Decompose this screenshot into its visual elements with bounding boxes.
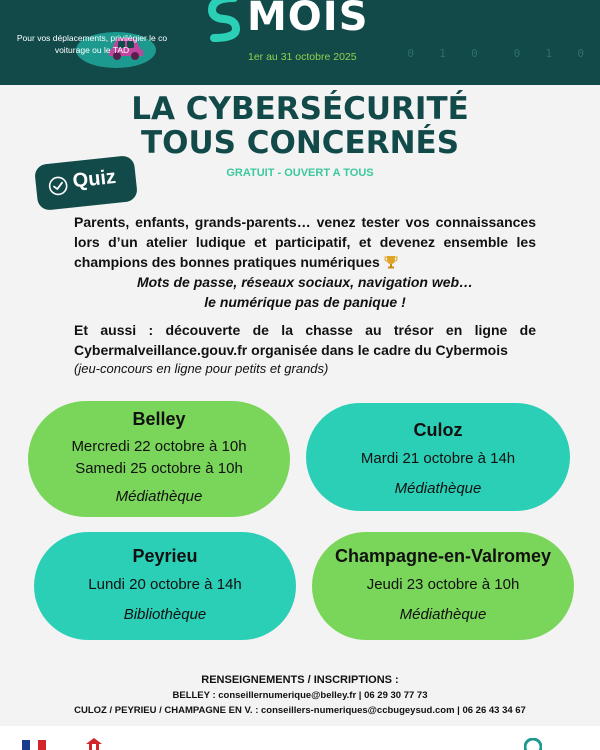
- contact-line-bugey-sud: CULOZ / PEYRIEU / CHAMPAGNE EN V. : conseillers-numeriques@ccbugeysud.com | 06 26 43 34 67: [74, 705, 526, 716]
- logo-s-icon: [204, 0, 244, 44]
- session-city: Champagne-en-Valromey: [334, 546, 552, 566]
- topics-tagline: [74, 272, 536, 312]
- session-city: Belley: [132, 409, 186, 429]
- session-venue: Médiathèque: [115, 488, 203, 505]
- session-card-peyrieu: [34, 532, 296, 640]
- quiz-label: Quiz: [71, 165, 118, 193]
- treasure-hunt-note: (jeu-concours en ligne pour petits et grands): [74, 361, 329, 376]
- session-card-champagne: [312, 532, 574, 640]
- partner-logos-strip: [0, 726, 600, 750]
- title-line: TOUS CONCERNÉS: [140, 125, 460, 161]
- session-city: Culoz: [413, 420, 463, 440]
- emblem-icon: [86, 738, 102, 750]
- trophy-icon: [384, 255, 398, 269]
- quiz-badge: [34, 155, 138, 211]
- session-date: Mardi 21 octobre à 14h: [360, 450, 516, 467]
- partner-logo-icon: [524, 738, 542, 750]
- session-date: Lundi 20 octobre à 14h: [88, 576, 242, 593]
- session-date: Mercredi 22 octobre à 10h: [71, 438, 247, 455]
- session-card-culoz: [306, 403, 570, 511]
- tagline-line: le numérique pas de panique !: [204, 294, 406, 310]
- page-title: [0, 92, 600, 160]
- session-city: Peyrieu: [132, 546, 198, 566]
- binary-decoration: [398, 6, 588, 85]
- title-line: LA CYBERSÉCURITÉ: [131, 91, 469, 127]
- transport-note: Pour vos déplacements, privilégier le co voiturage ou le TAD: [16, 33, 168, 55]
- binary-line: 0 1 0 0 1 0: [407, 47, 588, 60]
- contact-title: RENSEIGNEMENTS / INSCRIPTIONS :: [201, 674, 399, 686]
- contact-line-belley: BELLEY : conseillernumerique@belley.fr | 06 29 30 77 73: [172, 690, 428, 701]
- session-venue: Bibliothèque: [123, 606, 207, 623]
- intro-text: Parents, enfants, grands-parents… venez tester vos connaissances lors d’un atelier ludique et participatif, et devenez ensemble les champions des bonnes pratiques numériques: [74, 214, 536, 270]
- session-venue: Médiathèque: [399, 606, 487, 623]
- header-banner: [0, 0, 600, 85]
- session-card-belley: [28, 401, 290, 517]
- session-venue: Médiathèque: [394, 480, 482, 497]
- session-date: Jeudi 23 octobre à 10h: [366, 576, 520, 593]
- session-date: Samedi 25 octobre à 10h: [75, 460, 243, 477]
- free-open-tagline: GRATUIT - OUVERT A TOUS: [226, 167, 374, 179]
- logo-word: MOIS: [247, 0, 369, 40]
- intro-paragraph: [74, 212, 536, 272]
- treasure-hunt-paragraph: Et aussi : découverte de la chasse au trésor en ligne de Cybermalveillance.gouv.fr organisée dans le cadre du Cybermois: [74, 322, 536, 358]
- tagline-line: Mots de passe, réseaux sociaux, navigation web…: [136, 274, 474, 290]
- contact-footer: [0, 672, 600, 718]
- event-dates: 1er au 31 octobre 2025: [248, 51, 357, 63]
- french-flag-icon: [22, 740, 46, 750]
